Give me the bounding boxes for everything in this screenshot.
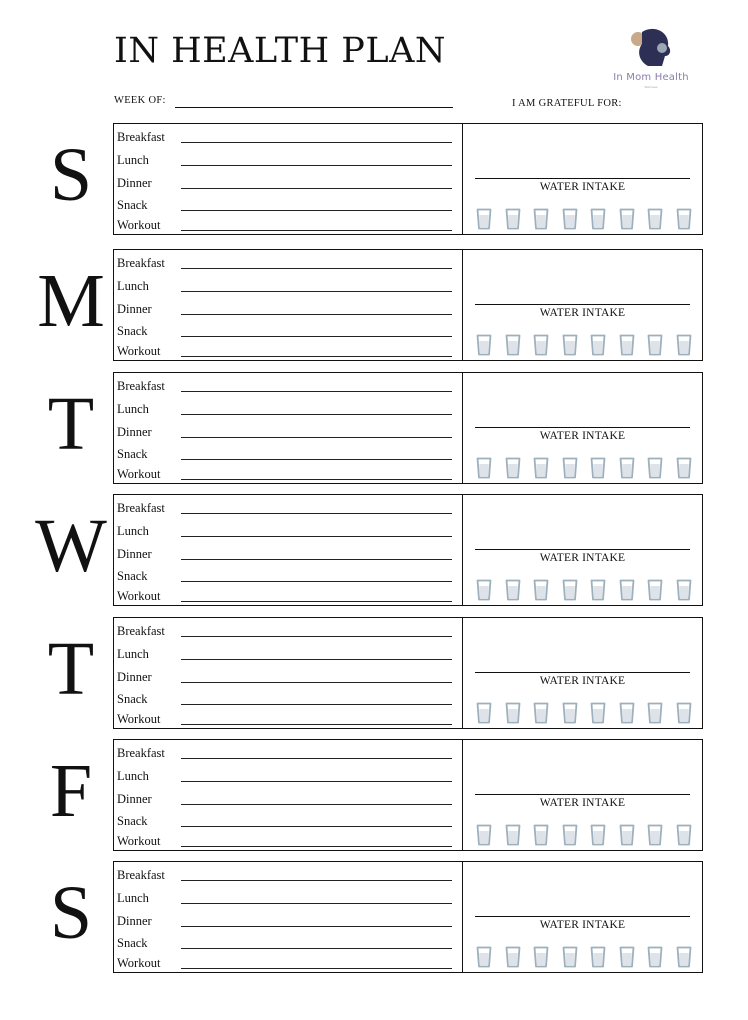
meal-entry-line[interactable] [181,659,452,660]
water-glass-icon[interactable] [476,702,492,724]
water-glass-icon[interactable] [476,946,492,968]
meal-row [117,340,457,360]
grateful-entry-line[interactable] [475,672,690,673]
water-glass-icon[interactable] [619,579,635,601]
meal-label: Lunch [117,647,149,661]
grateful-label: I AM GRATEFUL FOR: [512,98,622,109]
meal-row [117,214,457,234]
week-of-line[interactable] [175,107,453,108]
water-glass-icon[interactable] [676,457,692,479]
day-letter: S [49,871,93,955]
meal-row [117,463,457,483]
grateful-entry-line[interactable] [475,427,690,428]
meal-entry-line[interactable] [181,291,452,292]
water-glass-icon[interactable] [647,946,663,968]
meal-row [117,543,457,563]
water-panel [463,740,702,850]
day-box [113,617,703,729]
day-block [0,861,748,975]
day-box [113,372,703,484]
grateful-entry-line[interactable] [475,178,690,179]
water-glasses [476,334,696,358]
meal-label: Dinner [117,670,152,684]
meal-entry-line[interactable] [181,356,452,357]
page-title: IN HEALTH PLAN [114,31,446,71]
meal-label: Snack [117,569,148,583]
water-glass-icon[interactable] [562,334,578,356]
meal-entry-line[interactable] [181,846,452,847]
meal-entry-line[interactable] [181,826,452,827]
meal-row [117,708,457,728]
water-glasses [476,702,696,726]
meal-label: Dinner [117,176,152,190]
meal-entry-line[interactable] [181,636,452,637]
meal-entry-line[interactable] [181,513,452,514]
meal-row [117,298,457,318]
water-glass-icon[interactable] [676,824,692,846]
water-glasses [476,824,696,848]
meal-entry-line[interactable] [181,968,452,969]
meal-row [117,421,457,441]
meal-row [117,666,457,686]
water-glass-icon[interactable] [647,334,663,356]
meal-label: Workout [117,467,161,481]
meal-entry-line[interactable] [181,268,452,269]
meal-label: Lunch [117,524,149,538]
water-glass-icon[interactable] [676,579,692,601]
water-glasses [476,946,696,970]
meal-label: Snack [117,447,148,461]
meal-row [117,320,457,340]
meal-entry-line[interactable] [181,704,452,705]
water-glass-icon[interactable] [533,702,549,724]
meal-label: Breakfast [117,130,165,144]
water-glass-icon[interactable] [533,824,549,846]
meal-label: Snack [117,198,148,212]
meal-label: Dinner [117,792,152,806]
meal-entry-line[interactable] [181,314,452,315]
meal-label: Snack [117,814,148,828]
meal-row [117,126,457,146]
water-intake-label: WATER INTAKE [539,430,626,442]
week-of-label: WEEK OF: [114,95,166,106]
water-glass-icon[interactable] [590,579,606,601]
meal-label: Snack [117,936,148,950]
water-glass-icon[interactable] [476,824,492,846]
meal-entry-line[interactable] [181,682,452,683]
water-intake-label: WATER INTAKE [539,797,626,809]
water-glass-icon[interactable] [647,208,663,230]
water-glass-icon[interactable] [590,946,606,968]
meal-label: Lunch [117,153,149,167]
meal-label: Breakfast [117,868,165,882]
water-glass-icon[interactable] [533,457,549,479]
meal-entry-line[interactable] [181,391,452,392]
meal-entry-line[interactable] [181,479,452,480]
water-glass-icon[interactable] [619,702,635,724]
water-glass-icon[interactable] [676,208,692,230]
day-block [0,123,748,237]
meal-row [117,620,457,640]
grateful-entry-line[interactable] [475,916,690,917]
water-panel [463,250,702,360]
meal-row [117,932,457,952]
meal-row [117,172,457,192]
grateful-entry-line[interactable] [475,549,690,550]
meal-label: Workout [117,834,161,848]
water-glass-icon[interactable] [590,457,606,479]
meal-row [117,830,457,850]
water-glass-icon[interactable] [676,334,692,356]
meal-label: Workout [117,712,161,726]
water-glass-icon[interactable] [562,208,578,230]
water-glass-icon[interactable] [619,334,635,356]
day-box [113,123,703,235]
water-glass-icon[interactable] [505,579,521,601]
day-block [0,494,748,608]
water-glass-icon[interactable] [676,946,692,968]
meal-label: Breakfast [117,501,165,515]
meal-entry-line[interactable] [181,459,452,460]
meal-label: Workout [117,956,161,970]
day-letter: T [47,382,95,466]
meal-entry-line[interactable] [181,336,452,337]
water-intake-label: WATER INTAKE [539,919,626,931]
water-glass-icon[interactable] [590,824,606,846]
water-glass-icon[interactable] [562,702,578,724]
meal-entry-line[interactable] [181,210,452,211]
water-glass-icon[interactable] [590,702,606,724]
meal-label: Dinner [117,914,152,928]
meal-row [117,194,457,214]
day-letter: T [47,627,95,711]
water-glass-icon[interactable] [562,824,578,846]
water-intake-label: WATER INTAKE [539,675,626,687]
meal-entry-line[interactable] [181,437,452,438]
water-panel [463,495,702,605]
water-glass-icon[interactable] [619,946,635,968]
meal-label: Breakfast [117,256,165,270]
meal-entry-line[interactable] [181,601,452,602]
meal-entry-line[interactable] [181,758,452,759]
water-glasses [476,579,696,603]
water-glass-icon[interactable] [676,702,692,724]
meal-row [117,742,457,762]
meal-row [117,520,457,540]
meal-row [117,864,457,884]
day-box [113,861,703,973]
water-panel [463,618,702,728]
meal-entry-line[interactable] [181,559,452,560]
day-box [113,739,703,851]
water-glass-icon[interactable] [476,579,492,601]
water-glass-icon[interactable] [476,457,492,479]
water-glass-icon[interactable] [533,946,549,968]
water-intake-label: WATER INTAKE [539,552,626,564]
meal-row [117,275,457,295]
water-glass-icon[interactable] [647,824,663,846]
water-glass-icon[interactable] [505,824,521,846]
meal-row [117,810,457,830]
meal-row [117,149,457,169]
meal-row [117,252,457,272]
meal-label: Snack [117,324,148,338]
meal-row [117,565,457,585]
water-panel [463,373,702,483]
water-intake-label: WATER INTAKE [539,307,626,319]
water-intake-label: WATER INTAKE [539,181,626,193]
day-letter: W [35,504,107,588]
meal-label: Lunch [117,891,149,905]
meal-row [117,910,457,930]
water-glass-icon[interactable] [590,208,606,230]
meal-entry-line[interactable] [181,230,452,231]
grateful-entry-line[interactable] [475,304,690,305]
meal-entry-line[interactable] [181,188,452,189]
day-box [113,249,703,361]
meal-label: Lunch [117,402,149,416]
water-glass-icon[interactable] [533,334,549,356]
meal-entry-line[interactable] [181,142,452,143]
meal-row [117,952,457,972]
meal-row [117,643,457,663]
water-glass-icon[interactable] [476,208,492,230]
meal-label: Dinner [117,547,152,561]
meal-row [117,443,457,463]
meal-row [117,585,457,605]
meal-label: Dinner [117,425,152,439]
logo-subtext: Wellness [644,85,658,89]
meal-label: Breakfast [117,624,165,638]
meal-label: Snack [117,692,148,706]
water-glasses [476,457,696,481]
water-glass-icon[interactable] [619,208,635,230]
meal-entry-line[interactable] [181,948,452,949]
meal-entry-line[interactable] [181,581,452,582]
water-glass-icon[interactable] [619,824,635,846]
water-glass-icon[interactable] [505,702,521,724]
water-glass-icon[interactable] [647,579,663,601]
water-glass-icon[interactable] [533,579,549,601]
meal-entry-line[interactable] [181,536,452,537]
meal-entry-line[interactable] [181,414,452,415]
meal-entry-line[interactable] [181,781,452,782]
day-box [113,494,703,606]
water-glass-icon[interactable] [647,457,663,479]
meal-entry-line[interactable] [181,165,452,166]
meal-row [117,497,457,517]
meal-entry-line[interactable] [181,724,452,725]
meal-entry-line[interactable] [181,880,452,881]
day-letter: F [49,749,93,833]
day-block [0,249,748,363]
meal-label: Workout [117,344,161,358]
logo-text: In Mom Health [613,72,689,83]
meal-row [117,788,457,808]
water-glass-icon[interactable] [505,457,521,479]
meal-label: Workout [117,589,161,603]
water-glasses [476,208,696,232]
meal-label: Lunch [117,279,149,293]
meal-entry-line[interactable] [181,926,452,927]
meal-label: Breakfast [117,379,165,393]
water-panel [463,124,702,234]
meal-row [117,887,457,907]
meal-row [117,765,457,785]
water-glass-icon[interactable] [647,702,663,724]
water-glass-icon[interactable] [505,208,521,230]
water-glass-icon[interactable] [619,457,635,479]
meal-entry-line[interactable] [181,804,452,805]
meal-label: Workout [117,218,161,232]
meal-row [117,375,457,395]
grateful-entry-line[interactable] [475,794,690,795]
brand-logo [608,26,694,92]
meal-label: Lunch [117,769,149,783]
day-letter: S [49,133,93,217]
logo-icon [628,26,674,72]
water-glass-icon[interactable] [476,334,492,356]
water-glass-icon[interactable] [505,334,521,356]
day-block [0,372,748,486]
water-glass-icon[interactable] [505,946,521,968]
water-glass-icon[interactable] [562,946,578,968]
water-glass-icon[interactable] [562,579,578,601]
meal-row [117,688,457,708]
meal-label: Dinner [117,302,152,316]
water-glass-icon[interactable] [590,334,606,356]
meal-entry-line[interactable] [181,903,452,904]
water-glass-icon[interactable] [533,208,549,230]
water-panel [463,862,702,972]
meal-label: Breakfast [117,746,165,760]
water-glass-icon[interactable] [562,457,578,479]
day-letter: M [37,259,105,343]
day-block [0,617,748,731]
day-block [0,739,748,853]
meal-row [117,398,457,418]
